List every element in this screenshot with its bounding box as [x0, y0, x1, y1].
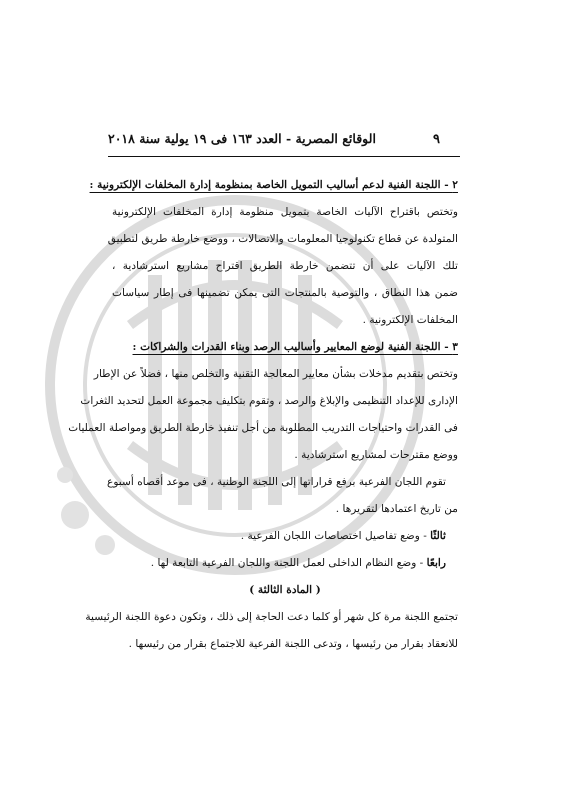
article-title: ( المادة الثالثة ): [249, 584, 321, 596]
gazette-header-title: الوقائع المصرية - العدد ١٦٣ فى ١٩ يولية سنة ٢٠١٨: [108, 131, 376, 146]
section-heading: ٢ - اللجنة الفنية لدعم أساليب التمويل الخاصة بمنظومة إدارة المخلفات الإلكترونية :: [89, 179, 458, 191]
paragraph-line: تقوم اللجان الفرعية برفع قراراتها إلى اللجنة الوطنية ، فى موعد أقصاه أسبوع: [107, 476, 446, 488]
document-body: [68, 172, 458, 658]
paragraph-line: وتختص باقتراح الآليات الخاصة بتمويل منظومة إدارة المخلفات الإلكترونية: [112, 206, 458, 218]
list-item: [112, 550, 458, 577]
paragraph-line: فى القدرات واحتياجات التدريب المطلوبة من أجل تنفيذ خارطة الطريق ومواصلة العمليات: [68, 422, 458, 434]
page-number: ٩: [433, 132, 440, 147]
paragraph-line: ووضع مقترحات لمشاريع استرشادية .: [294, 449, 458, 461]
paragraph-line: تلك الآليات على أن تتضمن خارطة الطريق اقتراح مشاريع استرشادية ،: [112, 260, 458, 272]
paragraph-line: تجتمع اللجنة مرة كل شهر أو كلما دعت الحاجة إلى ذلك ، وتكون دعوة اللجنة الرئيسية: [85, 611, 458, 623]
item-label: رابعًا: [426, 557, 446, 569]
paragraph-line: وتختص بتقديم مدخلات بشأن معايير المعالجة التقنية والتخلص منها ، فضلاً عن الإطار: [93, 368, 458, 380]
paragraph-line: المخلفات الإلكترونية .: [362, 314, 458, 326]
paragraph-line: الإدارى للإعداد التنظيمى والإبلاغ والرصد ، وتقوم بتكليف مجموعة العمل لتحديد الثغرات: [80, 395, 458, 407]
section-heading: ٣ - اللجنة الفنية لوضع المعايير وأساليب الرصد وبناء القدرات والشراكات :: [132, 341, 458, 353]
item-label: ثالثًا: [430, 530, 446, 542]
paragraph-line: ضمن هذا النطاق ، والتوصية بالمنتجات التى يمكن تضمينها فى إطار سياسات: [112, 287, 458, 299]
paragraph-line: من تاريخ اعتمادها لتقريرها .: [335, 503, 458, 515]
paragraph-line: للانعقاد بقرار من رئيسها ، وتدعى اللجنة الفرعية للاجتماع بقرار من رئيسها .: [128, 638, 458, 650]
item-text: - وضع النظام الداخلى لعمل اللجنة واللجان الفرعية التابعة لها .: [150, 557, 427, 569]
item-text: - وضع تفاصيل اختصاصات اللجان الفرعية .: [240, 530, 431, 542]
paragraph-line: المتولدة عن قطاع تكنولوجيا المعلومات والاتصالات ، ووضع خارطة طريق لتطبيق: [107, 233, 458, 245]
list-item: [112, 523, 458, 550]
header-divider: [108, 156, 460, 157]
page-header: [108, 131, 440, 147]
